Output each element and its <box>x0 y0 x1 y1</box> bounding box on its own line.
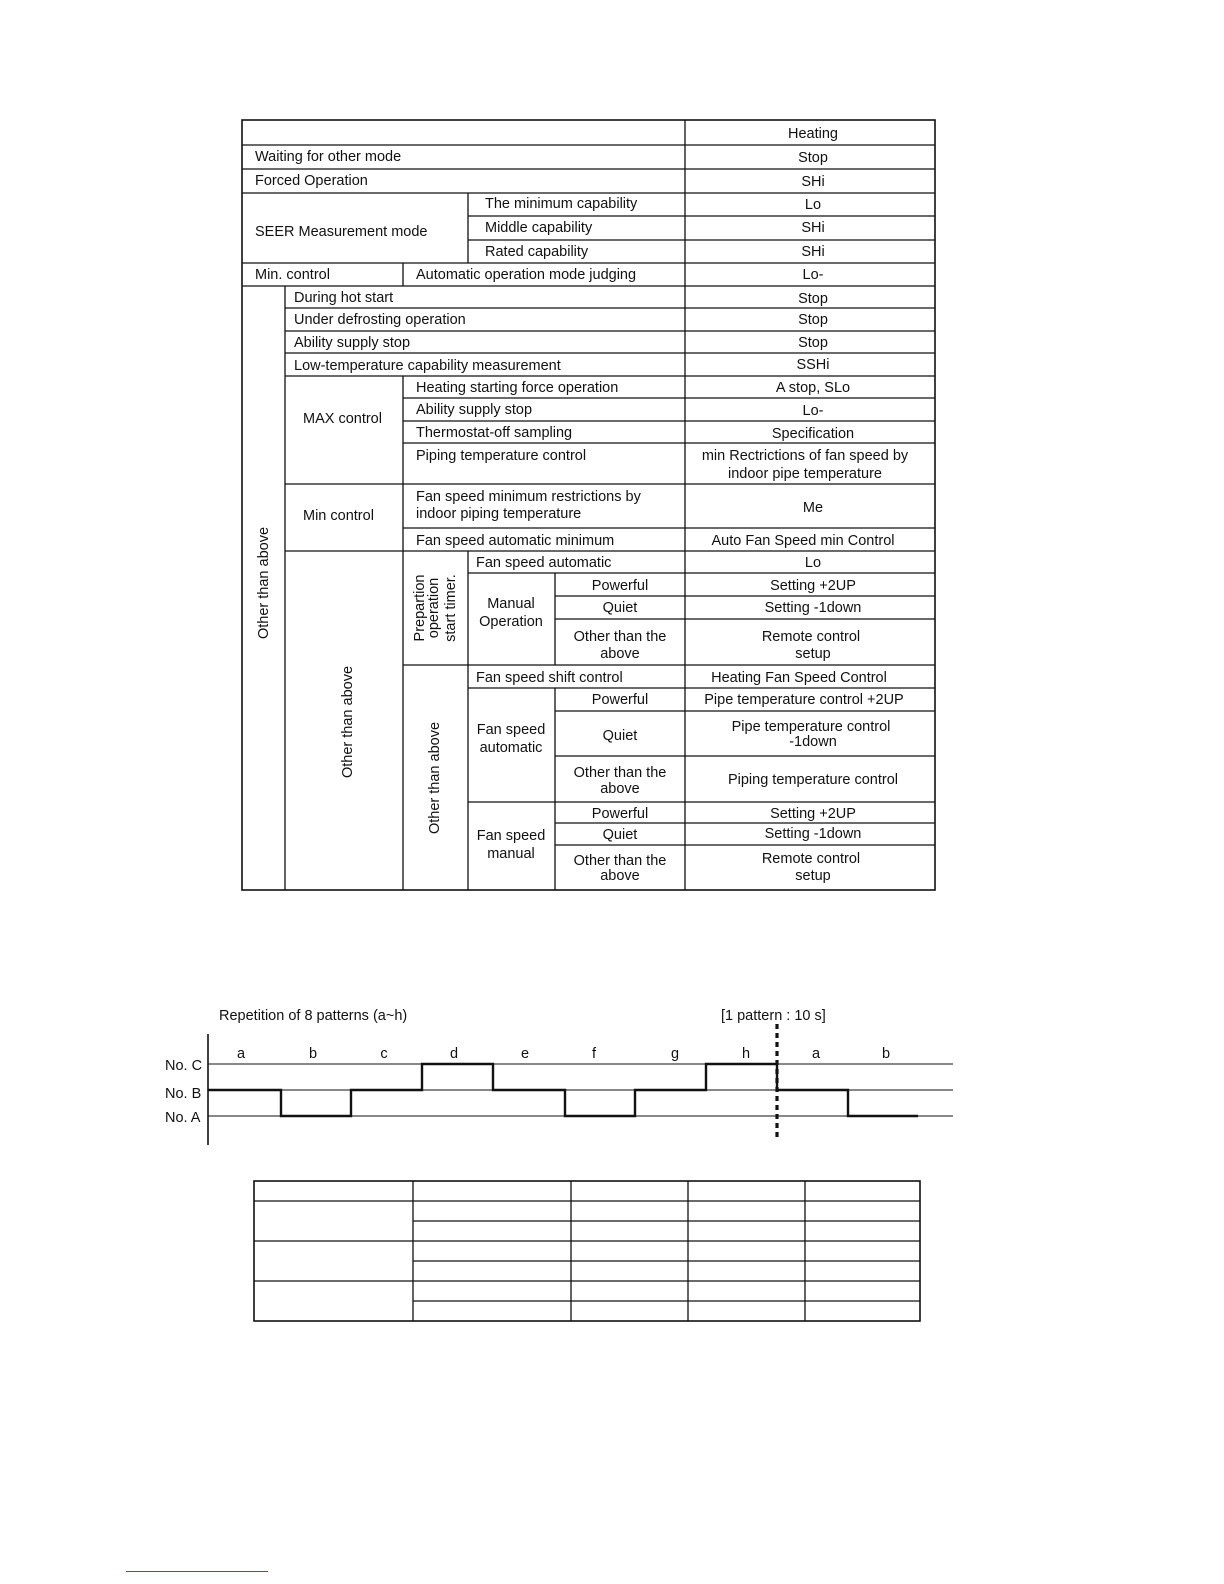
prep-auto-value: Lo <box>804 555 822 571</box>
lowtemp-value: SSHi <box>796 357 830 373</box>
manual2-powerful-value: Setting +2UP <box>770 806 856 822</box>
empty-grid-table <box>254 1181 920 1321</box>
hot-start-label: During hot start <box>294 290 394 306</box>
pattern-labels <box>237 1046 890 1062</box>
pattern-label: g <box>670 1046 680 1062</box>
prep-line1: Prepartion <box>412 574 428 642</box>
footer-rule <box>126 1571 268 1572</box>
min-control-label: Min. control <box>255 267 330 283</box>
header-heating: Heating <box>788 126 838 142</box>
manual2-line1: Fan speed <box>476 828 546 844</box>
manual2-line2: manual <box>487 846 535 862</box>
defrost-label: Under defrosting operation <box>294 312 466 328</box>
prep-powerful: Powerful <box>591 578 649 594</box>
pattern-label: h <box>741 1046 751 1062</box>
prep-quiet-value: Setting -1down <box>764 600 862 616</box>
manual2-other-line2: above <box>600 868 640 884</box>
seer-item-rated: Rated capability <box>485 244 589 260</box>
seer-value-min: Lo <box>804 197 822 213</box>
pattern-label: a <box>236 1046 246 1062</box>
row-forced-value: SHi <box>801 174 825 190</box>
max-value-piping-1: min Rectrictions of fan speed by <box>701 448 909 464</box>
min-control-value: Lo- <box>802 267 824 283</box>
pattern-label: b <box>881 1046 891 1062</box>
manual2-other-line1: Other than the <box>573 853 667 869</box>
max-value-heat-start: A stop, SLo <box>775 380 851 396</box>
prep-other-line1: Other than the <box>573 629 667 645</box>
auto2-quiet: Quiet <box>602 728 638 744</box>
auto2-quiet-value-2: -1down <box>789 734 837 750</box>
prep-other-value-2: setup <box>795 646 831 662</box>
max-value-piping-2: indoor pipe temperature <box>728 466 882 482</box>
max-value-thermo: Specification <box>771 426 855 442</box>
auto2-other-line2: above <box>600 781 640 797</box>
manual2-other-value-1: Remote control <box>761 851 861 867</box>
max-item-thermo: Thermostat-off sampling <box>416 425 573 441</box>
prep-other-line2: above <box>600 646 640 662</box>
other-than-above-inner: Other than above <box>340 665 356 779</box>
ability-stop-label: Ability supply stop <box>294 335 411 351</box>
auto2-quiet-value-1: Pipe temperature control <box>731 719 891 735</box>
max-item-heat-start: Heating starting force operation <box>416 380 619 396</box>
prep-manual-line1: Manual <box>487 596 535 612</box>
channel-label-b: No. B <box>165 1086 202 1102</box>
min-item1-line1: Fan speed minimum restrictions by <box>416 489 641 505</box>
ability-stop-value: Stop <box>798 335 828 351</box>
min-item1-value: Me <box>802 500 824 516</box>
pattern-label: a <box>811 1046 821 1062</box>
row-forced-label: Forced Operation <box>255 173 368 189</box>
manual2-quiet: Quiet <box>602 827 638 843</box>
manual2-other-value-2: setup <box>795 868 831 884</box>
pattern-label: e <box>520 1046 530 1062</box>
manual2-powerful: Powerful <box>591 806 649 822</box>
grid-border <box>254 1181 920 1321</box>
max-item-piping: Piping temperature control <box>416 448 587 464</box>
auto2-line1: Fan speed <box>476 722 546 738</box>
pattern-label: c <box>380 1046 388 1062</box>
manual2-quiet-value: Setting -1down <box>764 826 862 842</box>
prep-other-value-1: Remote control <box>761 629 861 645</box>
pattern-label: f <box>591 1046 597 1062</box>
row-waiting-label: Waiting for other mode <box>255 149 402 165</box>
fan-speed-table <box>242 120 935 890</box>
max-control-label: MAX control <box>303 411 382 427</box>
shift-value: Heating Fan Speed Control <box>711 670 887 686</box>
prep-manual-line2: Operation <box>479 614 543 630</box>
min-control-sub: Automatic operation mode judging <box>416 267 637 283</box>
pattern-period: [1 pattern : 10 s] <box>721 1008 826 1024</box>
hot-start-value: Stop <box>798 291 828 307</box>
prep-quiet: Quiet <box>602 600 638 616</box>
channel-label-a: No. A <box>165 1110 201 1126</box>
max-item-ability-stop: Ability supply stop <box>416 402 533 418</box>
auto2-other-line1: Other than the <box>573 765 667 781</box>
other-than-above-innermost: Other than above <box>427 721 443 835</box>
pattern-label: b <box>308 1046 318 1062</box>
min-item2-value: Auto Fan Speed min Control <box>711 533 895 549</box>
pattern-diagram <box>165 1008 953 1145</box>
prep-powerful-value: Setting +2UP <box>770 578 856 594</box>
seer-item-min: The minimum capability <box>485 196 638 212</box>
row-waiting-value: Stop <box>798 150 828 166</box>
shift-label: Fan speed shift control <box>476 670 623 686</box>
seer-item-middle: Middle capability <box>485 220 593 236</box>
pattern-title: Repetition of 8 patterns (a~h) <box>219 1008 408 1024</box>
prep-auto-label: Fan speed automatic <box>476 555 612 571</box>
prep-line2: operation <box>426 577 442 639</box>
auto2-powerful: Powerful <box>591 692 649 708</box>
seer-value-rated: SHi <box>801 244 825 260</box>
auto2-other-value: Piping temperature control <box>727 772 899 788</box>
auto2-line2: automatic <box>479 740 543 756</box>
defrost-value: Stop <box>798 312 828 328</box>
auto2-powerful-value: Pipe temperature control +2UP <box>704 692 904 708</box>
channel-label-c: No. C <box>165 1058 203 1074</box>
max-value-ability-stop: Lo- <box>802 403 824 419</box>
seer-value-middle: SHi <box>801 220 825 236</box>
lowtemp-label: Low-temperature capability measurement <box>294 358 561 374</box>
prep-line3: start timer. <box>443 574 459 642</box>
pattern-label: d <box>449 1046 459 1062</box>
min-item2-label: Fan speed automatic minimum <box>416 533 615 549</box>
other-than-above-outer: Other than above <box>256 526 272 640</box>
min-control-group-label: Min control <box>303 508 374 524</box>
seer-label: SEER Measurement mode <box>255 224 428 240</box>
min-item1-line2: indoor piping temperature <box>416 506 582 522</box>
